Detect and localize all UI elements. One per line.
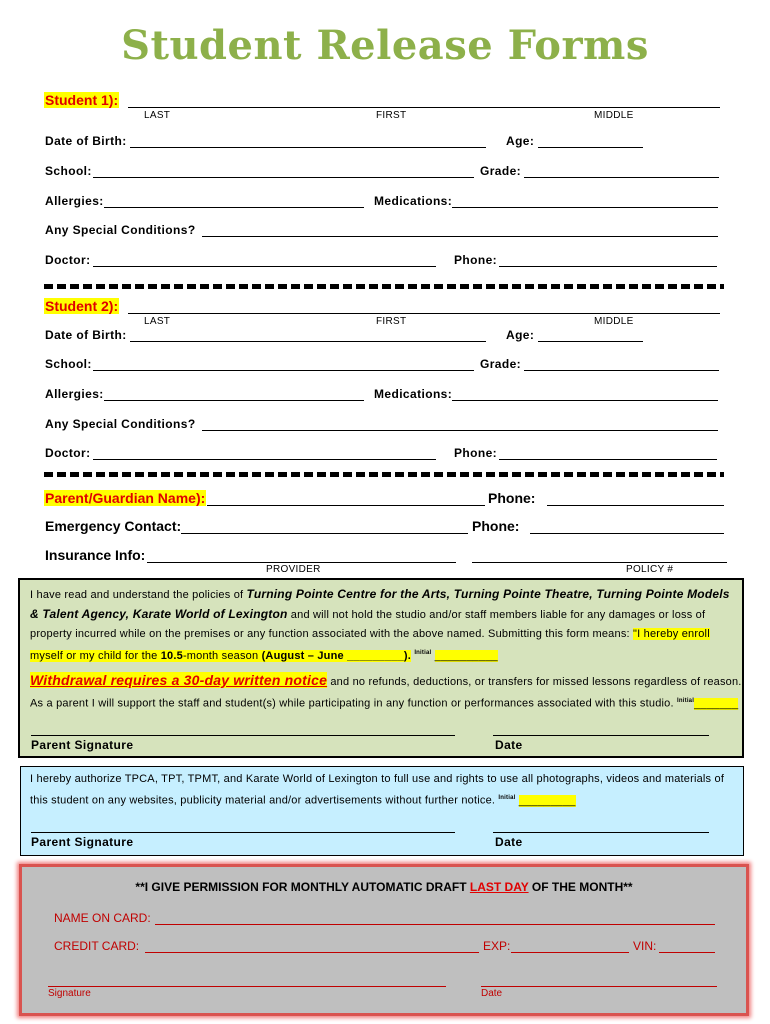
auto-draft-heading [19,880,749,894]
emergency-contact-label: Emergency Contact: [45,518,182,534]
parent-signature-label: Parent Signature [31,738,134,752]
withdrawal-paragraph [30,671,742,714]
policy-quote: "I hereby enroll myself or my child for the [30,628,710,662]
parent-signature-field[interactable] [31,832,455,833]
initial-label: Initial [677,698,695,704]
guardian-name-label: Parent/Guardian Name): [45,490,206,506]
section-divider [44,284,724,289]
student1-doctor-label: Doctor: [45,253,91,267]
initial-label: Initial [498,795,516,801]
insurance-label: Insurance Info: [45,547,146,563]
photo-release-paragraph [30,770,742,811]
date-field[interactable] [493,735,709,736]
exp-field[interactable] [511,952,629,953]
initial-label: Initial [414,650,432,656]
vin-label: VIN: [633,939,657,953]
student2-medications-field[interactable] [452,400,718,401]
student2-medications-label: Medications: [374,387,453,401]
student2-heading: Student 2): [45,298,119,314]
student1-medications-label: Medications: [374,194,453,208]
student1-grade-field[interactable] [524,177,719,178]
parent-signature-label: Parent Signature [31,835,134,849]
emergency-phone-label: Phone: [472,518,520,534]
student1-first-label: FIRST [376,110,407,121]
student1-school-field[interactable] [93,177,474,178]
policy-text-c: -month season [182,649,262,662]
student1-name-field[interactable] [128,107,720,108]
student1-school-label: School: [45,164,92,178]
exp-label: EXP: [483,939,511,953]
student1-age-field[interactable] [538,147,643,148]
initial-field[interactable]: _________ [518,794,576,807]
auto-draft-heading-a: **I GIVE PERMISSION FOR MONTHLY AUTOMATIC DRAFT [135,880,470,894]
student2-special-field[interactable] [202,430,718,431]
student1-middle-label: MIDDLE [594,110,634,121]
policy-text-b: and will not hold the studio and/or staff members liable for any damages or loss of property incurred while on the premises or any function associated with the above named. Submitting this form means: [30,609,706,640]
student2-last-label: LAST [144,316,171,327]
vin-field[interactable] [659,952,715,953]
last-day-text: LAST DAY [469,880,529,894]
emergency-contact-field[interactable] [181,533,468,534]
date-label: Date [495,738,523,752]
student2-phone-label: Phone: [454,446,498,460]
student1-grade-label: Grade: [480,164,522,178]
emergency-phone-field[interactable] [530,533,724,534]
student2-dob-label: Date of Birth: [45,328,127,342]
date-field[interactable] [493,832,709,833]
parent-signature-field[interactable] [31,735,455,736]
student2-school-label: School: [45,357,92,371]
student1-special-label: Any Special Conditions? [45,223,196,237]
student2-doctor-label: Doctor: [45,446,91,460]
credit-card-field[interactable] [145,952,479,953]
policy-season-length: 10.5 [160,649,183,662]
student2-dob-field[interactable] [130,341,486,342]
student2-name-field[interactable] [128,313,720,314]
policy-label: POLICY # [626,564,674,575]
policy-season-dates: (August – June _________). [261,649,412,662]
credit-card-label: CREDIT CARD: [54,939,140,953]
student2-doctor-field[interactable] [93,459,436,460]
draft-date-field[interactable] [481,986,717,987]
initial-field[interactable]: _______ [694,697,739,710]
student1-phone-label: Phone: [454,253,498,267]
student2-grade-field[interactable] [524,370,719,371]
guardian-phone-field[interactable] [547,505,724,506]
student2-special-label: Any Special Conditions? [45,417,196,431]
student2-age-label: Age: [506,328,535,342]
guardian-name-field[interactable] [207,505,485,506]
signature-field[interactable] [48,986,446,987]
photo-release-text: I hereby authorize TPCA, TPT, TPMT, and Karate World of Lexington to full use and rights to use all photographs, videos and materials of this student on any websites, publicity material and/or advertisements without further notice. [30,773,725,807]
student1-phone-field[interactable] [499,266,717,267]
student1-last-label: LAST [144,110,171,121]
student2-allergies-label: Allergies: [45,387,104,401]
student1-medications-field[interactable] [452,207,718,208]
student2-middle-label: MIDDLE [594,316,634,327]
draft-date-label: Date [481,988,503,999]
name-on-card-label: NAME ON CARD: [54,911,151,925]
policy-paragraph [30,585,742,666]
student1-dob-label: Date of Birth: [45,134,127,148]
student2-phone-field[interactable] [499,459,717,460]
insurance-provider-field[interactable] [147,562,456,563]
policy-text-a: I have read and understand the policies of [30,589,247,601]
student1-allergies-label: Allergies: [45,194,104,208]
signature-label: Signature [48,988,91,999]
student1-special-field[interactable] [202,236,718,237]
student2-school-field[interactable] [93,370,474,371]
student1-dob-field[interactable] [130,147,486,148]
insurance-policy-field[interactable] [472,562,727,563]
section-divider [44,472,724,477]
withdrawal-text: and no refunds, deductions, or transfers for missed lessons regardless of reason. As a parent I will support the staff and student(s) while participating in any function or performances associated with this studio. [30,676,742,710]
student1-heading: Student 1): [45,92,119,108]
student2-allergies-field[interactable] [104,400,364,401]
date-label: Date [495,835,523,849]
student2-age-field[interactable] [538,341,643,342]
provider-label: PROVIDER [266,564,321,575]
initial-field[interactable]: __________ [434,649,498,662]
student1-allergies-field[interactable] [104,207,364,208]
name-on-card-field[interactable] [155,924,715,925]
policy-business-names: Turning Pointe Centre for the Arts, Turning Pointe Theatre, Turning Pointe Models & Talent Agency, Karate World of Lexington [30,587,730,621]
page-title: Student Release Forms [121,22,649,69]
student1-age-label: Age: [506,134,535,148]
student1-doctor-field[interactable] [93,266,436,267]
student2-grade-label: Grade: [480,357,522,371]
guardian-phone-label: Phone: [488,490,536,506]
student2-first-label: FIRST [376,316,407,327]
auto-draft-heading-c: OF THE MONTH** [528,880,633,894]
withdrawal-notice: Withdrawal requires a 30-day written notice [30,672,328,688]
